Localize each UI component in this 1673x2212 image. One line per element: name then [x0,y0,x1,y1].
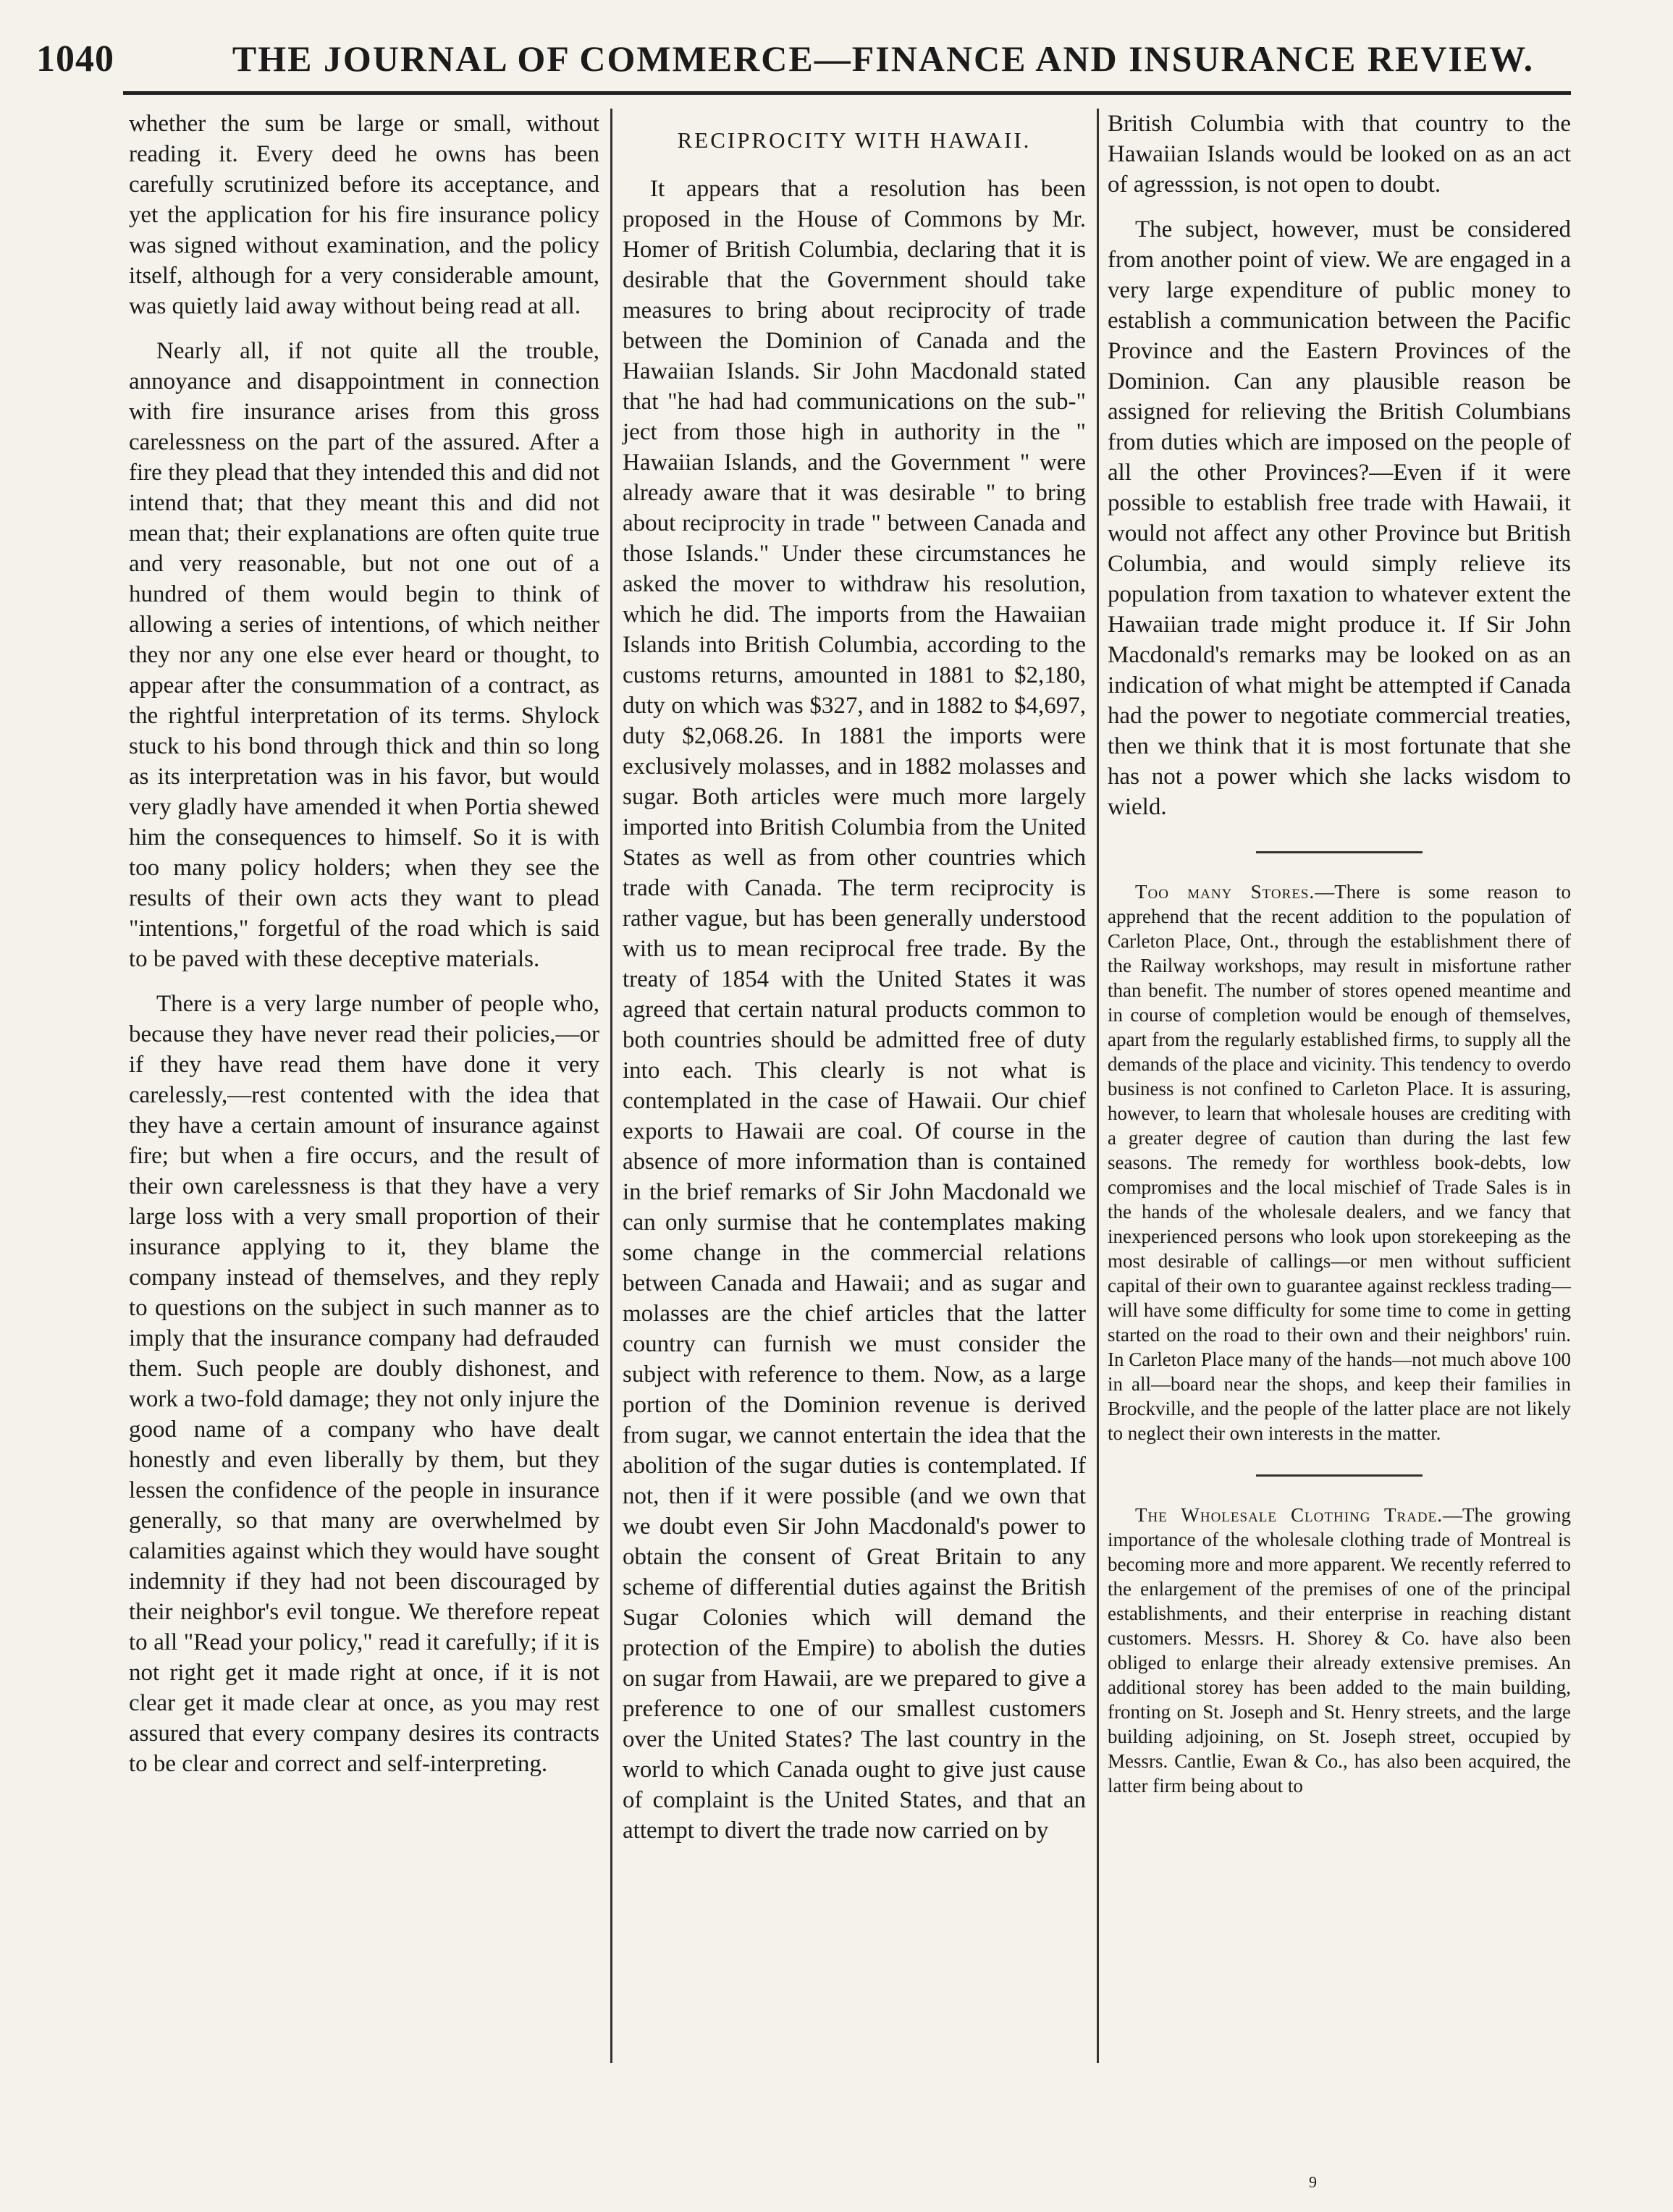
column-divider [1097,109,1099,2063]
column-left [129,109,599,1779]
paragraph: There is a very large number of people who, because they have never read their policies,—or if they have read them have done it very carelessly,—rest contented with the idea that they have a certain amount of insurance against fire; but when a fire occurs, and the result of their own carelessness is that they have a very large loss with a very small proportion of their insurance applying to it, they blame the company instead of themselves, and they reply to questions on the subject in such manner as to imply that the insurance company had defrauded them. Such people are doubly dishonest, and work a two-fold damage; they not only injure the good name of a company who have dealt honestly and even liberally by them, but they lessen the confidence of the people in insurance generally, so that many are overwhelmed by calamities against which they would have sought indemnity if they had not been discouraged by their neighbor's evil tongue. We therefore repeat to all "Read your policy," read it carefully; if it is not right get it made right at once, if it is not clear get it made clear at once, as you may rest assured that every company desires its contracts to be clear and correct and self-interpreting. [129,991,599,1777]
paragraph: The subject, however, must be considered from another point of view. We are engaged in a very large expenditure of public money to establish a communication between the Pacific Province and the Eastern Provinces of the Dominion. Can any plausible reason be assigned for relieving the British Columbians from duties which are imposed on the people of all the other Provinces?—Even if it were possible to establish free trade with Hawaii, it would not affect any other Province but British Columbia, and would simply relieve its population from taxation to whatever extent the Hawaiian trade might produce it. If Sir John Macdonald's remarks may be looked on as an indication of what might be attempted if Canada had the power to negotiate commercial treaties, then we think that it is most fortunate that she has not a power which she lacks wisdom to wield. [1108,216,1571,820]
paragraph: whether the sum be large or small, without reading it. Every deed he owns has been carefully scrutinized before its acceptance, and yet the application for his fire insurance policy was signed without examination, and the policy itself, although for a very considerable amount, was quietly laid away without being read at all. [129,111,599,319]
news-item-body: —There is some reason to apprehend that the recent addition to the population of Carleton Place, Ont., through the establishment there of the Railway workshops, may result in misfortune rather than benefit. The number of stores opened meantime and in course of completion would be enough of themselves, apart from the regularly established firms, to supply all the demands of the place and vicinity. This tendency to overdo business is not confined to Carleton Place. It is assuring, however, to learn that wholesale houses are crediting with a greater degree of caution than during the last few seasons. The remedy for worthless book-debts, low compromises and the local mischief of Trade Sales is in the hands of the wholesale dealers, and we fancy that inexperienced persons who look upon storekeeping as the most desirable of callings—or men without sufficient capital of their own to guarantee against reckless trading—will have some difficulty for some time to come in getting started on the road to their own and their neighbors' ruin. In Carleton Place many of the hands—not much above 100 in all—board near the shops, and keep their families in Brockville, and the people of the latter place are not likely to neglect their own interests in the matter. [1108,881,1571,1444]
article-title: RECIPROCITY WITH HAWAII. [677,127,1032,153]
column-middle [623,109,1086,1846]
paragraph: Nearly all, if not quite all the trouble, annoyance and disappointment in connection with fire insurance arises from this gross carelessness on the part of the assured. After a fire they plead that they intended this and did not intend that; that they meant this and did not mean that; their explanations are often quite true and very reasonable, but not one out of a hundred of them would begin to think of allowing a series of intentions, of which neither they nor any one else ever heard or thought, to appear after the consummation of a contract, as the rightful interpretation of its terms. Shylock stuck to his bond through thick and thin so long as its interpretation was in his favor, but would very gladly have amended it when Portia shewed him the consequences to himself. So it is with too many policy holders; when they see the results of their own acts they want to plead "intentions," forgetful of the road which is said to be paved with these deceptive materials. [129,338,599,972]
header-rule [123,91,1571,95]
section-divider [1256,851,1423,853]
news-item-body: —The growing importance of the wholesale clothing trade of Montreal is becoming more and more apparent. We recently referred to the enlargement of the premises of one of the principal establishments, and their enterprise in reaching distant customers. Messrs. H. Shorey & Co. have also been obliged to enlarge their already extensive premises. An additional storey has been added to the main building, fronting on St. Joseph and St. Henry streets, and the large building adjoining, on St. Joseph street, occupied by Messrs. Cantlie, Ewan & Co., has also been acquired, the latter firm being about to [1108,1504,1571,1797]
column-right [1108,109,1571,1798]
news-item-heading: The Wholesale Clothing Trade. [1135,1504,1443,1526]
masthead-title: THE JOURNAL OF COMMERCE—FINANCE AND INSURANCE REVIEW. [232,38,1535,79]
page-header [29,38,1643,96]
column-divider [610,109,612,2063]
paragraph: It appears that a resolution has been proposed in the House of Commons by Mr. Homer of British Columbia, declaring that it is desirable that the Government should take measures to bring about reciprocity of trade between the Dominion of Canada and the Hawaiian Islands. Sir John Macdonald stated that "he had had communications on the sub-" ject from those high in authority in the " Hawaiian Islands, and the Government " were already aware that it was desirable " to bring about reciprocity in trade " between Canada and those Islands." Under these circumstances he asked the mover to withdraw his resolution, which he did. The imports from the Hawaiian Islands into British Columbia, according to the customs returns, amounted in 1881 to $2,180, duty on which was $327, and in 1882 to $4,697, duty $2,068.26. In 1881 the imports were exclusively molasses, and in 1882 molasses and sugar. Both articles were much more largely imported into British Columbia from the United States as well as from other countries which trade with Canada. The term reciprocity is rather vague, but has been generally understood with us to mean reciprocal free trade. By the treaty of 1854 with the United States it was agreed that certain natural products common to both countries should be admitted free of duty into each. This clearly is not what is contemplated in the case of Hawaii. Our chief exports to Hawaii are coal. Of course in the absence of more information than is contained in the brief remarks of Sir John Macdonald we can only surmise that he contemplates making some change in the commercial relations between Canada and Hawaii; and as sugar and molasses are the chief articles that the latter country can furnish we must consider the subject with reference to them. Now, as a large portion of the Dominion revenue is derived from sugar, we cannot entertain the idea that the abolition of the sugar duties is contemplated. If not, then if it were possible (and we own that we doubt even Sir John Macdonald's power to obtain the consent of Great Britain to any scheme of differential duties against the British Sugar Colonies which will demand the protection of the Empire) to abolish the duties on sugar from Hawaii, are we prepared to give a preference to one of our smallest customers over the United States? The last country in the world to which Canada ought to give just cause of complaint is the United States, and that an attempt to divert the trade now carried on by [623,176,1086,1844]
news-item [1108,879,1571,1445]
news-item [1108,1503,1571,1798]
news-item-heading: Too many Stores. [1135,881,1315,903]
section-divider [1256,1474,1423,1477]
page-number: 1040 [36,38,114,80]
page-mark: 9 [1309,2173,1317,2191]
paragraph: British Columbia with that country to the Hawaiian Islands would be looked on as an act of agresssion, is not open to doubt. [1108,111,1571,198]
